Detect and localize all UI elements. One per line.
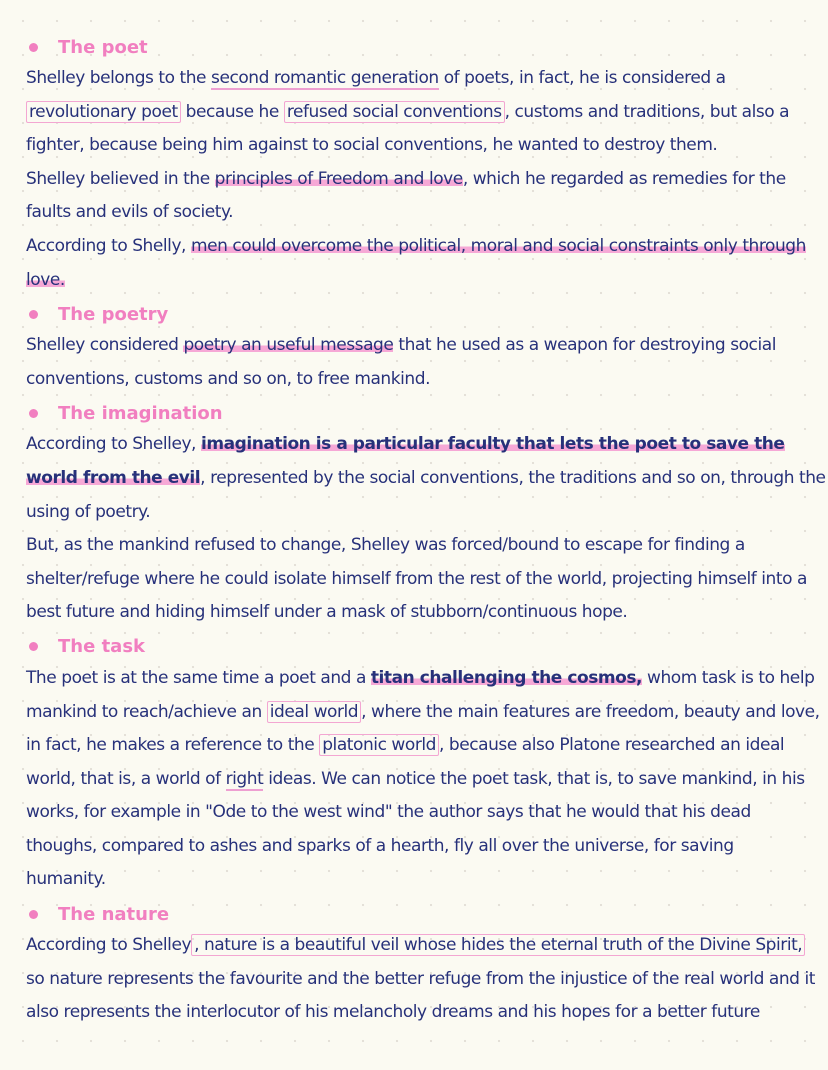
text-segment: , because also Platone researched an ideal (438, 735, 785, 756)
text-segment: world, that is, a world of (26, 768, 226, 789)
text-segment: because he (180, 101, 284, 122)
paragraph (26, 163, 816, 230)
section-heading (26, 899, 816, 929)
text-line (26, 363, 816, 397)
text-line (26, 96, 816, 130)
boxed-text: platonic world (319, 734, 439, 756)
text-segment: But, as the mankind refused to change, Shelley was forced/bound to escape for finding a (26, 535, 745, 556)
bullet-icon (29, 409, 38, 418)
text-line (26, 563, 816, 597)
text-segment: thoughs, compared to ashes and sparks of a hearth, fly all over the universe, for saving (26, 835, 734, 856)
text-segment: that he used as a weapon for destroying social (393, 335, 776, 356)
text-segment: also represents the interlocutor of his melancholy dreams and his hopes for a better future (26, 1002, 760, 1023)
text-line (26, 729, 816, 763)
paragraph (26, 62, 816, 163)
text-segment: humanity. (26, 869, 106, 890)
text-line (26, 129, 816, 163)
text-line (26, 963, 816, 997)
text-segment: According to Shelley (26, 935, 192, 956)
section-heading-text: The imagination (58, 402, 223, 424)
underlined-text: right (225, 768, 264, 789)
text-line (26, 763, 816, 797)
text-line (26, 696, 820, 730)
text-line (26, 196, 816, 230)
text-line (26, 62, 816, 96)
text-segment: shelter/refuge where he could isolate himself from the rest of the world, projecting himself into a (26, 568, 807, 589)
section-heading (26, 299, 816, 329)
bullet-icon (29, 642, 38, 651)
bullet-icon (29, 310, 38, 319)
text-segment: ideas. We can notice the poet task, that is, to save mankind, in his (263, 768, 805, 789)
text-segment: Shelley considered (26, 335, 184, 356)
text-segment: , customs and traditions, but also a (504, 101, 790, 122)
boxed-text: revolutionary poet (26, 101, 181, 123)
section-heading (26, 632, 816, 662)
text-segment: using of poetry. (26, 501, 151, 522)
text-segment: faults and evils of society. (26, 202, 234, 223)
paragraph (26, 230, 816, 297)
text-segment: best future and hiding himself under a mask of stubborn/continuous hope. (26, 602, 628, 623)
text-line (26, 796, 816, 830)
section-heading-text: The task (58, 636, 146, 658)
section-heading-text: The nature (58, 903, 170, 925)
text-line (26, 264, 816, 298)
text-line (26, 163, 816, 197)
boxed-text: , nature is a beautiful veil whose hides the eternal truth of the Divine Spirit, (191, 934, 805, 956)
notes-content (26, 30, 826, 1030)
section-heading (26, 32, 816, 62)
paragraph (26, 428, 826, 529)
text-line (26, 596, 816, 630)
text-line (26, 863, 816, 897)
text-line (26, 662, 816, 696)
highlighted-text: men could overcome the political, moral and social constraints only through (190, 235, 806, 256)
text-segment: of poets, in fact, he is considered a (438, 68, 726, 88)
text-line (26, 830, 816, 864)
text-line (26, 462, 826, 496)
paragraph (26, 929, 816, 1030)
section-heading-text: The poet (58, 36, 148, 58)
text-segment: , represented by the social conventions, the traditions and so on, through the (200, 467, 826, 488)
bullet-icon (29, 910, 38, 919)
text-line (26, 496, 816, 530)
text-line (26, 329, 816, 363)
text-segment: The poet is at the same time a poet and a (26, 667, 371, 688)
section-heading-text: The poetry (58, 303, 169, 325)
highlighted-text: poetry an useful message (183, 335, 394, 356)
text-segment: works, for example in "Ode to the west wind" the author says that he would that his dead (26, 802, 751, 823)
highlighted-text: principles of Freedom and love (214, 168, 463, 189)
highlighted-text: world from the evil (26, 467, 201, 488)
text-segment: According to Shelley, (26, 434, 201, 455)
highlighted-text: titan challenging the cosmos, (370, 667, 643, 688)
text-line (26, 929, 816, 963)
text-segment: in fact, he makes a reference to the (26, 735, 320, 756)
text-segment: fighter, because being him against to social conventions, he wanted to destroy them. (26, 135, 718, 156)
text-line (26, 230, 816, 264)
highlighted-text: love. (26, 269, 65, 290)
text-segment: Shelley believed in the (26, 168, 215, 189)
paragraph (26, 662, 820, 897)
text-segment: so nature represents the favourite and the better refuge from the injustice of the real world and it (26, 968, 815, 989)
text-line (26, 529, 816, 563)
text-line (26, 428, 816, 462)
text-segment: , where the main features are freedom, beauty and love, (361, 701, 820, 722)
text-segment: Shelley belongs to the (26, 68, 212, 88)
text-segment: , which he regarded as remedies for the (462, 168, 786, 189)
bullet-icon (29, 43, 38, 52)
boxed-text: refused social conventions (284, 101, 505, 123)
highlighted-text: imagination is a particular faculty that lets the poet to save the (200, 434, 785, 455)
text-segment: conventions, customs and so on, to free mankind. (26, 368, 431, 389)
section-heading (26, 398, 816, 428)
text-segment: mankind to reach/achieve an (26, 701, 267, 722)
boxed-text: ideal world (267, 701, 361, 723)
text-segment: whom task is to help (642, 667, 815, 688)
underlined-text: second romantic generation (211, 68, 439, 88)
text-line (26, 996, 816, 1030)
paragraph (26, 529, 816, 630)
text-segment: According to Shelly, (26, 235, 191, 256)
paragraph (26, 329, 816, 396)
